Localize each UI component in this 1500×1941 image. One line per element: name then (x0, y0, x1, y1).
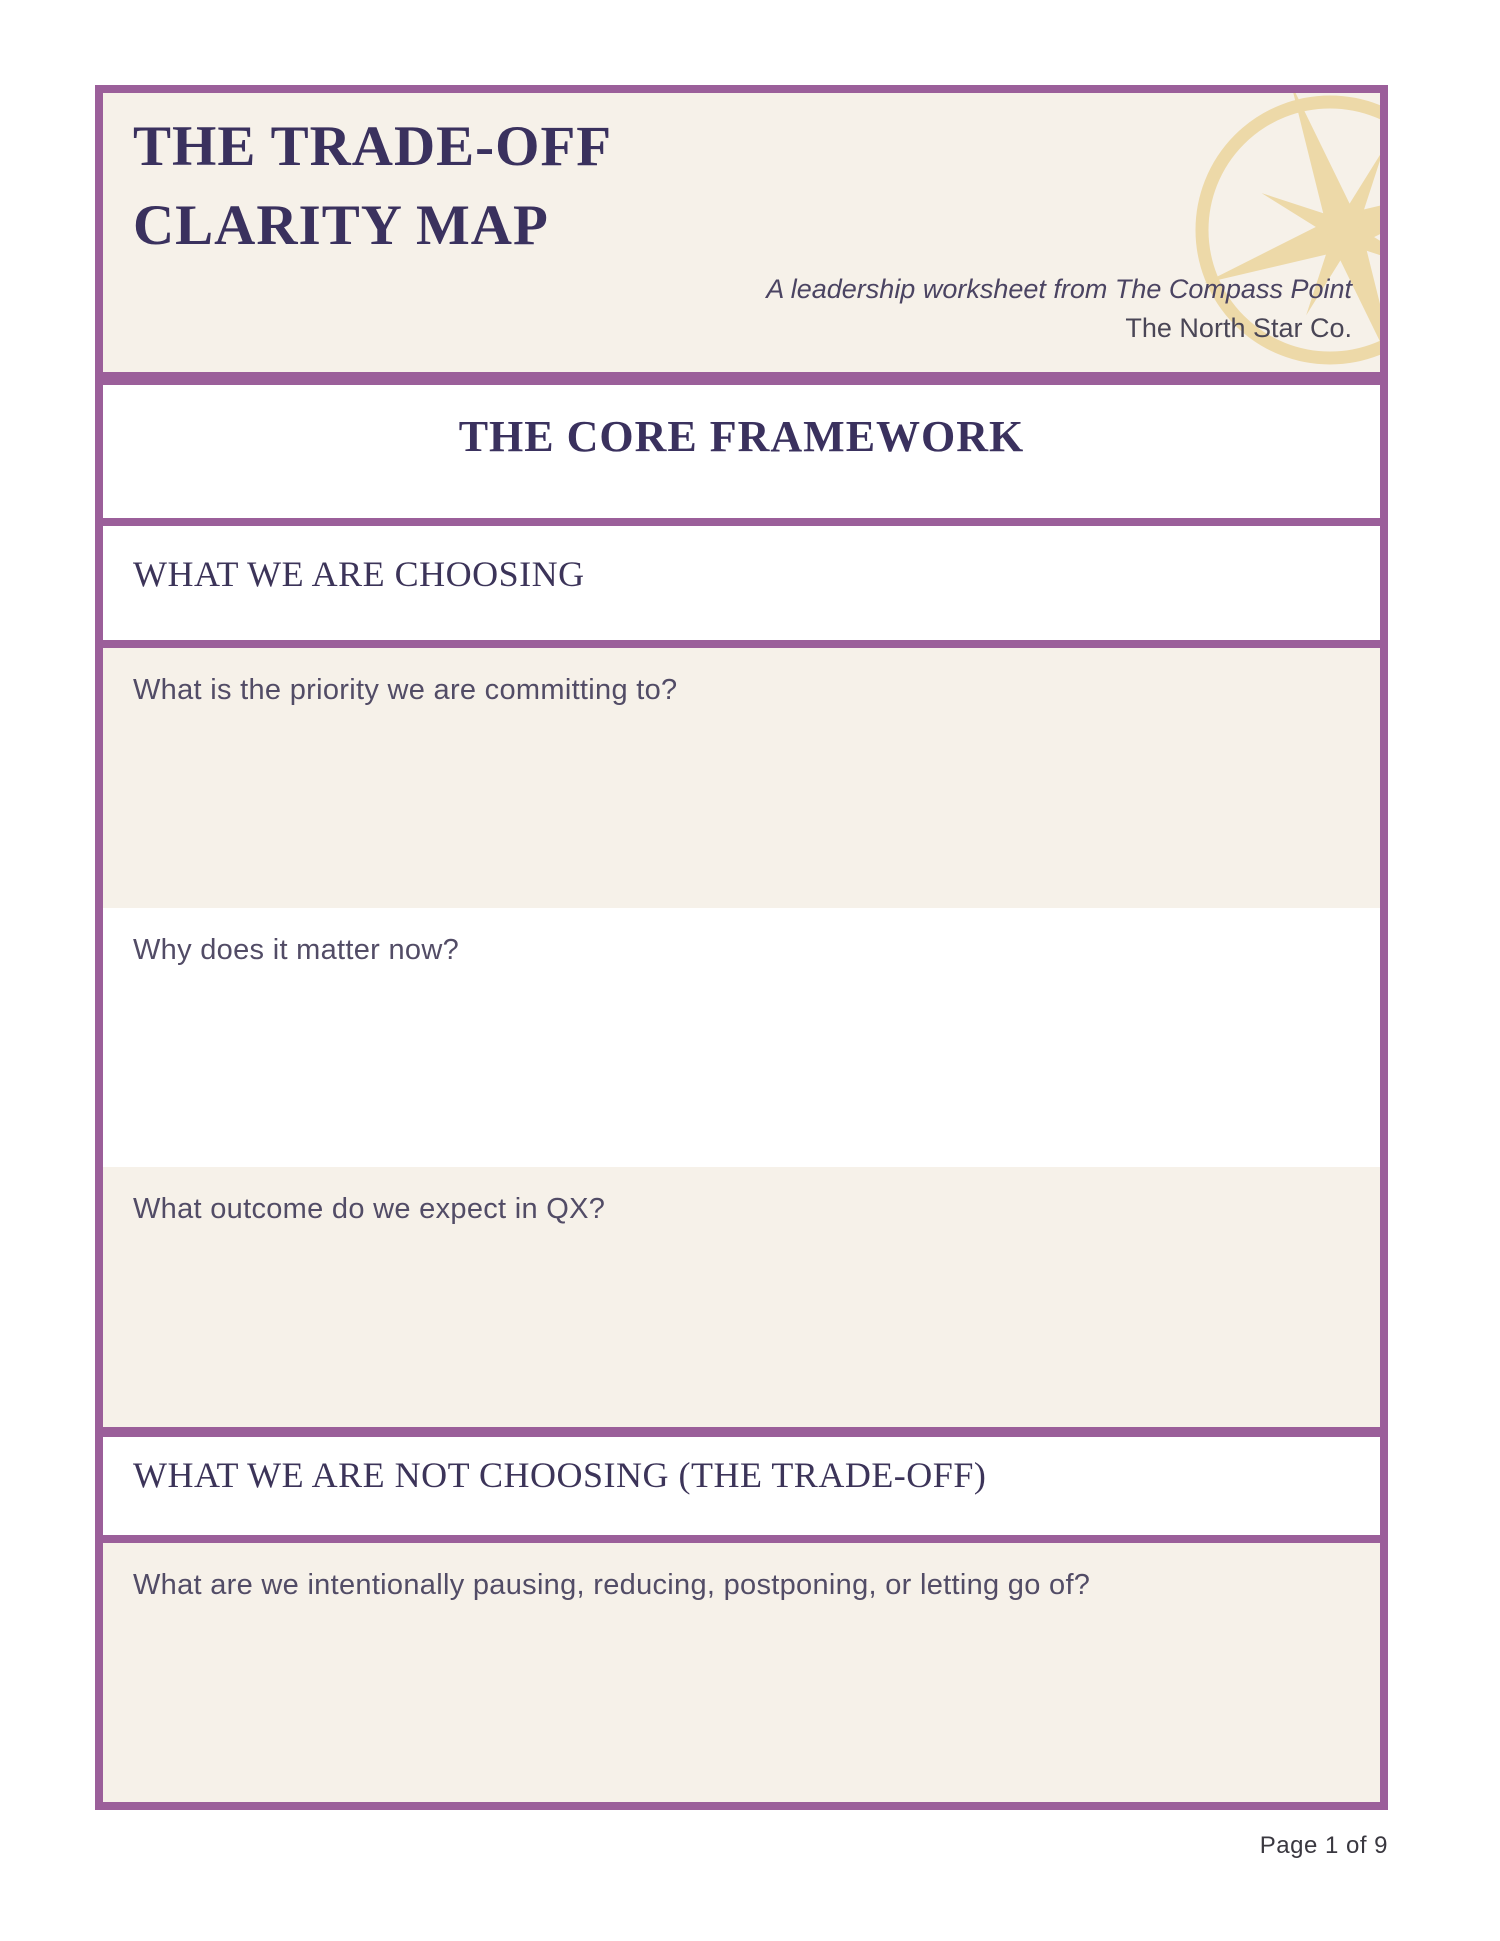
header-section (103, 93, 1380, 372)
divider (103, 1427, 1380, 1437)
subtitle-org-name: The North Star Co. (1125, 313, 1352, 343)
answer-space (133, 1602, 1350, 1612)
section-header-not-choosing (103, 1437, 1380, 1535)
framework-heading-section (103, 385, 1380, 518)
subtitle-tagline: A leadership worksheet from The Compass Point (766, 274, 1352, 304)
worksheet-frame (95, 85, 1388, 1810)
question-box-why-now (103, 908, 1380, 1167)
question-label: Why does it matter now? (133, 934, 460, 966)
question-box-priority (103, 648, 1380, 908)
section-choosing-label: WHAT WE ARE CHOOSING (133, 554, 585, 594)
framework-heading: THE CORE FRAMEWORK (458, 412, 1025, 461)
section-header-choosing (103, 526, 1380, 640)
header-subtitle-block (766, 270, 1352, 348)
worksheet-title: THE TRADE-OFF CLARITY MAP (133, 115, 610, 257)
answer-space (133, 967, 1350, 977)
page-number: Page 1 of 9 (1259, 1832, 1388, 1859)
header-divider (103, 372, 1380, 385)
divider (103, 1535, 1380, 1543)
question-label: What outcome do we expect in QX? (133, 1193, 606, 1225)
divider (103, 640, 1380, 648)
question-label: What is the priority we are committing to? (133, 674, 678, 706)
divider (103, 518, 1380, 526)
answer-space (133, 707, 1350, 717)
section-not-choosing-label: WHAT WE ARE NOT CHOOSING (THE TRADE-OFF) (133, 1455, 987, 1495)
question-box-trade-off (103, 1543, 1380, 1802)
answer-space (133, 1226, 1350, 1236)
question-label: What are we intentionally pausing, reducing, postponing, or letting go of? (133, 1569, 1091, 1601)
question-box-outcome (103, 1167, 1380, 1427)
